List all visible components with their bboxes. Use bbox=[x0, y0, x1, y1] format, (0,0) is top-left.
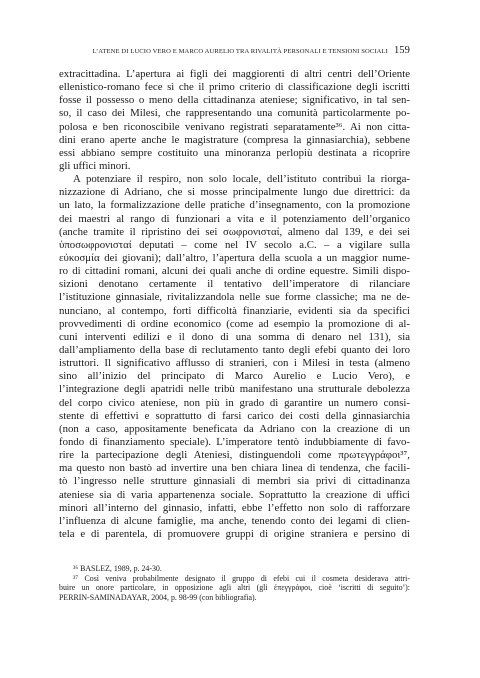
footnote-37-cont: buire un onore particolare, in opposizione agli altri (gli ἐπεγγράφοι, cioè ‘iscritti di seguito’): bbox=[59, 583, 410, 593]
text-line: εὐκοσμία dei giovani); dall’altro, l’apertura della scuola a un maggior nume- bbox=[59, 251, 410, 264]
text-line: essi abbiano sempre costituito una minoranza perlopiù destinata a ricoprire bbox=[59, 146, 410, 159]
text-line: l’integrazione degli apatridi nelle tribù manifestano una strutturale debolezza bbox=[59, 383, 410, 396]
running-title: L’ATENE DI LUCIO VERO E MARCO AURELIO TRA RIVALITÀ PERSONALI E TENSIONI SOCIALI bbox=[92, 48, 388, 55]
text-line: rire la partecipazione degli Ateniesi, distinguendoli come πρωτεγγράφοι³⁷, bbox=[59, 449, 410, 462]
page-number: 159 bbox=[393, 45, 410, 56]
text-line: un lato, la formalizzazione delle pratiche d’insegnamento, con la promozione bbox=[59, 199, 410, 212]
text-line: extracittadina. L’apertura ai figli dei maggiorenti di altri centri dell’Oriente bbox=[59, 68, 410, 80]
text-line: istruttori. Il significativo afflusso di stranieri, con i Milesi in testa (almeno bbox=[59, 357, 410, 370]
text-line: tela e di parentela, di promuovere gruppi di origine straniera e persino di bbox=[59, 527, 410, 540]
text-line: ὑποσωφρονισταί deputati – come nel IV secolo a.C. – a vigilare sulla bbox=[59, 238, 410, 251]
text-line: fondo di finanziamento speciale). L’imperatore tentò indubbiamente di favo- bbox=[59, 435, 410, 448]
text-line: dini erano aperte anche le magistrature (compresa la ginnasiarchia), sebbene bbox=[59, 133, 410, 146]
footnotes bbox=[59, 564, 410, 603]
text-line: ateniese sia di varia appartenenza sociale. Soprattutto la creazione di uffici bbox=[59, 488, 410, 501]
text-line: gli uffici minori. bbox=[59, 159, 131, 172]
running-header bbox=[59, 45, 410, 56]
footnote-37: ³⁷ Così veniva probabilmente designato il gruppo di efebi cui il cosmeta desiderava attri- bbox=[73, 573, 410, 583]
text-line: l’influenza di alcune famiglie, ma anche, tenendo conto dei legami di clien- bbox=[59, 514, 410, 527]
text-line: fosse il possesso o meno della cittadinanza ateniese; significativo, in tal sen- bbox=[59, 94, 410, 107]
text-line: (anche tramite il ripristino dei sei σωφρονισταί, almeno dal 139, e dei sei bbox=[59, 225, 410, 238]
text-line: ma questo non bastò ad invertire una ben chiara linea di tendenza, che facili- bbox=[59, 462, 410, 475]
text-line: cuni interventi edilizi e il dono di una somma di denaro nel 131), sia bbox=[59, 330, 410, 343]
text-line: nunciano, al contempo, forti difficoltà finanziarie, evidenti sia da specifici bbox=[59, 304, 410, 317]
text-line: stente di effettivi e soprattutto di farsi carico dei costi della ginnasiarchia bbox=[59, 409, 410, 422]
text-line: dall’ampliamento della base di reclutamento tanto degli efebi quanto dei loro bbox=[59, 343, 410, 356]
text-line: l’istituzione ginnasiale, rivitalizzandola nelle sue forme classiche; ma ne de- bbox=[59, 291, 410, 304]
text-line: ellenistico-romano fece sì che il primo criterio di classificazione degli iscritti bbox=[59, 81, 410, 94]
text-line: dei maestri al rango di funzionari a vita e il potenziamento dell’organico bbox=[59, 212, 410, 225]
text-line: nizzazione di Adriano, che si mosse principalmente lungo due direttrici: da bbox=[59, 186, 410, 199]
text-line: so, il caso dei Milesi, che rappresentando una comunità particolarmente po- bbox=[59, 107, 410, 120]
text-line: sizioni denotano certamente il tentativo dell’imperatore di rilanciare bbox=[59, 278, 410, 291]
text-line: A potenziare il respiro, non solo locale, dell’istituto contribuì la riorga- bbox=[73, 173, 410, 186]
text-line: sino all’inizio del principato di Marco Aurelio e Lucio Vero), e bbox=[59, 370, 410, 383]
text-line: minori all’interno del ginnasio, infatti, ebbe l’effetto non solo di rafforzare bbox=[59, 501, 410, 514]
text-line: tò l’ingresso nelle strutture ginnasiali di membri sia privi di cittadinanza bbox=[59, 475, 410, 488]
text-line: polosa e ben riconoscibile venivano registrati separatamente³⁶. Ai non citta- bbox=[59, 120, 410, 133]
footnote-36: ³⁶ BASLEZ, 1989, p. 24-30. bbox=[73, 564, 162, 573]
footnote-37-end: PERRIN-SAMINADAYAR, 2004, p. 98-99 (con bibliografia). bbox=[59, 593, 257, 603]
text-line: (non a caso, appositamente beneficata da Adriano con la creazione di un bbox=[59, 422, 410, 435]
main-text bbox=[59, 68, 410, 541]
text-line: del corpo civico ateniese, non più in grado di garantire un numero consi- bbox=[59, 396, 410, 409]
text-line: provvedimenti di ordine economico (come ad esempio la promozione di al- bbox=[59, 317, 410, 330]
text-line: ro di cittadini romani, alcuni dei quali anche di ordine equestre. Simili dispo- bbox=[59, 265, 410, 278]
